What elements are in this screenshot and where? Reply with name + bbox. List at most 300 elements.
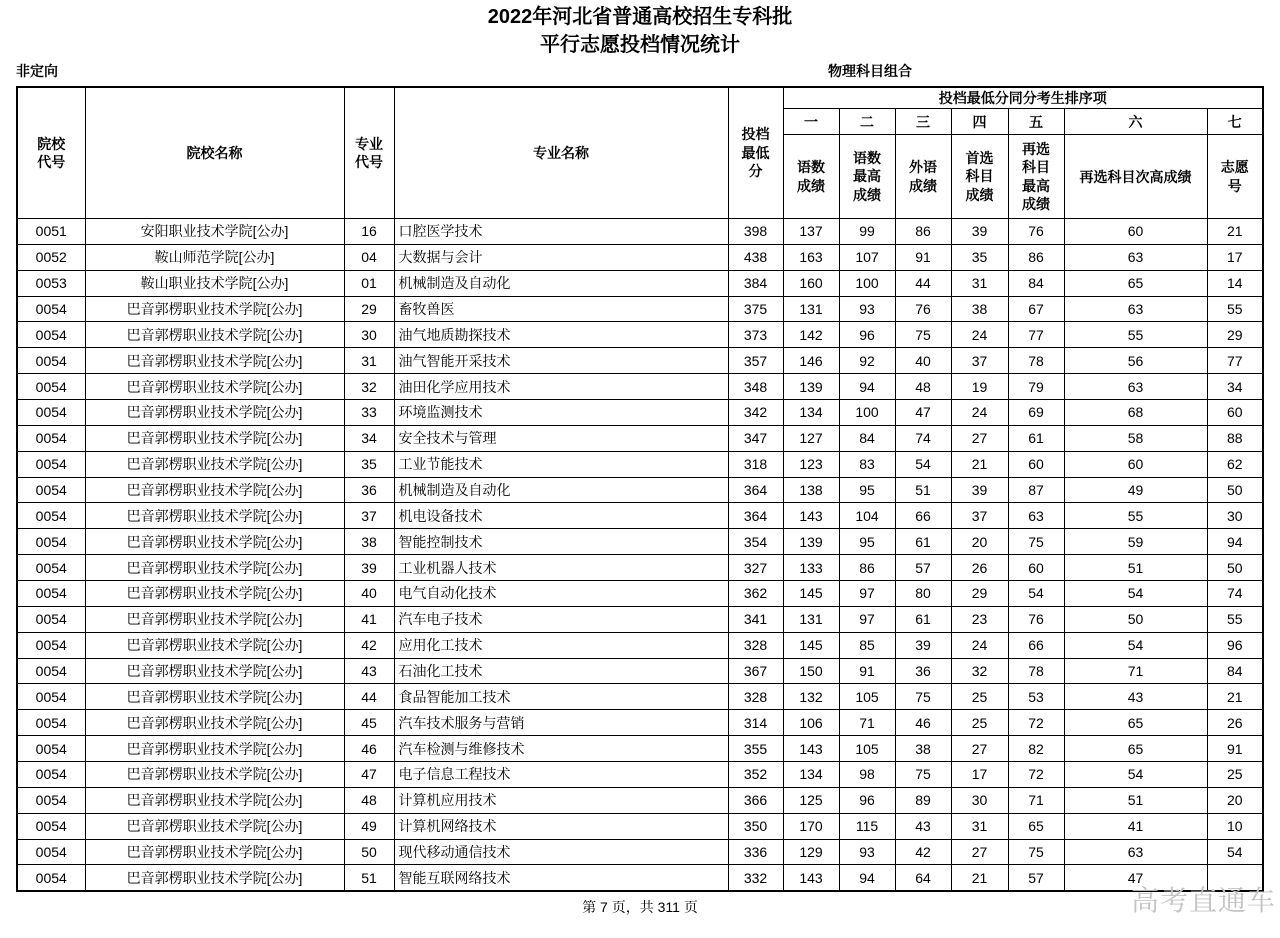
- volunteer-no-cell: 62: [1207, 451, 1263, 477]
- score-4-cell: 25: [951, 684, 1008, 710]
- college-code-cell: 0054: [17, 736, 85, 762]
- volunteer-no-cell: 17: [1207, 244, 1263, 270]
- major-code-cell: 46: [344, 736, 394, 762]
- score-5-cell: 76: [1008, 606, 1064, 632]
- score-6-cell: 63: [1064, 374, 1207, 400]
- major-code-cell: 01: [344, 270, 394, 296]
- score-5-cell: 75: [1008, 839, 1064, 865]
- volunteer-no-cell: 50: [1207, 477, 1263, 503]
- min-score-cell: 332: [728, 865, 783, 891]
- page-title: [0, 0, 1280, 59]
- volunteer-no-cell: 55: [1207, 296, 1263, 322]
- table-header: [17, 87, 1263, 219]
- college-name-cell: 巴音郭楞职业技术学院[公办]: [85, 529, 344, 555]
- table-row: [17, 839, 1263, 865]
- college-name-cell: 巴音郭楞职业技术学院[公办]: [85, 658, 344, 684]
- score-4-cell: 24: [951, 322, 1008, 348]
- score-3-cell: 80: [895, 581, 951, 607]
- title-line-1: 2022年河北省普通高校招生专科批: [487, 6, 793, 28]
- volunteer-no-cell: 14: [1207, 270, 1263, 296]
- major-name-cell: 畜牧兽医: [394, 296, 728, 322]
- score-1-cell: 134: [783, 762, 839, 788]
- score-1-cell: 170: [783, 813, 839, 839]
- score-4-cell: 27: [951, 736, 1008, 762]
- score-2-cell: 97: [839, 606, 895, 632]
- score-4-cell: 26: [951, 555, 1008, 581]
- college-name-cell: 巴音郭楞职业技术学院[公办]: [85, 296, 344, 322]
- score-2-cell: 92: [839, 348, 895, 374]
- score-2-cell: 95: [839, 477, 895, 503]
- score-3-cell: 61: [895, 529, 951, 555]
- score-2-cell: 100: [839, 400, 895, 426]
- score-2-cell: 94: [839, 374, 895, 400]
- score-5-cell: 84: [1008, 270, 1064, 296]
- college-code-cell: 0054: [17, 529, 85, 555]
- score-3-cell: 46: [895, 710, 951, 736]
- major-name-cell: 油气地质勘探技术: [394, 322, 728, 348]
- volunteer-no-cell: 34: [1207, 374, 1263, 400]
- volunteer-no-cell: 96: [1207, 632, 1263, 658]
- major-code-cell: 16: [344, 219, 394, 245]
- table-row: [17, 555, 1263, 581]
- college-code-cell: 0052: [17, 244, 85, 270]
- score-4-cell: 23: [951, 606, 1008, 632]
- score-6-cell: 49: [1064, 477, 1207, 503]
- score-2-cell: 97: [839, 581, 895, 607]
- college-code-cell: 0054: [17, 374, 85, 400]
- min-score-cell: 314: [728, 710, 783, 736]
- major-name-cell: 计算机网络技术: [394, 813, 728, 839]
- score-2-cell: 105: [839, 684, 895, 710]
- major-name-cell: 口腔医学技术: [394, 219, 728, 245]
- major-code-cell: 36: [344, 477, 394, 503]
- score-2-cell: 115: [839, 813, 895, 839]
- score-2-cell: 83: [839, 451, 895, 477]
- college-name-cell: 巴音郭楞职业技术学院[公办]: [85, 555, 344, 581]
- major-code-cell: 41: [344, 606, 394, 632]
- major-name-cell: 现代移动通信技术: [394, 839, 728, 865]
- min-score-cell: 366: [728, 787, 783, 813]
- header-tiebreak-num-3: 三: [895, 109, 951, 135]
- score-3-cell: 61: [895, 606, 951, 632]
- college-code-cell: 0054: [17, 839, 85, 865]
- major-code-cell: 34: [344, 425, 394, 451]
- major-code-cell: 40: [344, 581, 394, 607]
- score-4-cell: 37: [951, 348, 1008, 374]
- college-code-cell: 0054: [17, 400, 85, 426]
- header-tiebreak-label-2: 语数最高成绩: [839, 135, 895, 219]
- score-5-cell: 65: [1008, 813, 1064, 839]
- header-college-code: 院校代号: [17, 87, 85, 219]
- score-1-cell: 123: [783, 451, 839, 477]
- major-name-cell: 机械制造及自动化: [394, 270, 728, 296]
- major-name-cell: 工业机器人技术: [394, 555, 728, 581]
- volunteer-no-cell: 91: [1207, 736, 1263, 762]
- score-4-cell: 32: [951, 658, 1008, 684]
- min-score-cell: 352: [728, 762, 783, 788]
- table-row: [17, 813, 1263, 839]
- header-major-name: 专业名称: [394, 87, 728, 219]
- min-score-cell: 364: [728, 477, 783, 503]
- score-4-cell: 24: [951, 400, 1008, 426]
- college-code-cell: 0054: [17, 606, 85, 632]
- header-tiebreak-num-1: 一: [783, 109, 839, 135]
- score-6-cell: 60: [1064, 451, 1207, 477]
- min-score-cell: 362: [728, 581, 783, 607]
- college-code-cell: 0054: [17, 296, 85, 322]
- score-1-cell: 125: [783, 787, 839, 813]
- volunteer-no-cell: 29: [1207, 322, 1263, 348]
- header-tiebreak-num-7: 七: [1207, 109, 1263, 135]
- major-name-cell: 机械制造及自动化: [394, 477, 728, 503]
- table-row: [17, 684, 1263, 710]
- college-code-cell: 0054: [17, 451, 85, 477]
- min-score-cell: 318: [728, 451, 783, 477]
- score-6-cell: 51: [1064, 555, 1207, 581]
- major-code-cell: 37: [344, 503, 394, 529]
- score-3-cell: 75: [895, 762, 951, 788]
- score-5-cell: 72: [1008, 710, 1064, 736]
- min-score-cell: 373: [728, 322, 783, 348]
- score-3-cell: 66: [895, 503, 951, 529]
- major-name-cell: 机电设备技术: [394, 503, 728, 529]
- score-5-cell: 60: [1008, 451, 1064, 477]
- college-name-cell: 巴音郭楞职业技术学院[公办]: [85, 762, 344, 788]
- major-code-cell: 45: [344, 710, 394, 736]
- volunteer-no-cell: 50: [1207, 555, 1263, 581]
- score-6-cell: 71: [1064, 658, 1207, 684]
- header-tiebreak-label-7: 志愿号: [1207, 135, 1263, 219]
- volunteer-no-cell: 84: [1207, 658, 1263, 684]
- score-3-cell: 54: [895, 451, 951, 477]
- college-name-cell: 巴音郭楞职业技术学院[公办]: [85, 865, 344, 891]
- college-name-cell: 巴音郭楞职业技术学院[公办]: [85, 451, 344, 477]
- score-5-cell: 61: [1008, 425, 1064, 451]
- college-code-cell: 0054: [17, 787, 85, 813]
- score-6-cell: 51: [1064, 787, 1207, 813]
- score-2-cell: 93: [839, 839, 895, 865]
- min-score-cell: 350: [728, 813, 783, 839]
- college-name-cell: 巴音郭楞职业技术学院[公办]: [85, 581, 344, 607]
- volunteer-no-cell: 77: [1207, 348, 1263, 374]
- admission-table: [16, 86, 1264, 892]
- score-1-cell: 142: [783, 322, 839, 348]
- college-name-cell: 巴音郭楞职业技术学院[公办]: [85, 839, 344, 865]
- major-code-cell: 43: [344, 658, 394, 684]
- table-row: [17, 374, 1263, 400]
- score-4-cell: 38: [951, 296, 1008, 322]
- score-2-cell: 96: [839, 787, 895, 813]
- major-code-cell: 29: [344, 296, 394, 322]
- major-name-cell: 大数据与会计: [394, 244, 728, 270]
- score-4-cell: 21: [951, 865, 1008, 891]
- score-5-cell: 86: [1008, 244, 1064, 270]
- table-row: [17, 762, 1263, 788]
- major-name-cell: 环境监测技术: [394, 400, 728, 426]
- score-2-cell: 95: [839, 529, 895, 555]
- score-6-cell: 68: [1064, 400, 1207, 426]
- college-name-cell: 鞍山职业技术学院[公办]: [85, 270, 344, 296]
- table-body: [17, 219, 1263, 892]
- volunteer-no-cell: 94: [1207, 529, 1263, 555]
- major-name-cell: 汽车技术服务与营销: [394, 710, 728, 736]
- score-6-cell: 65: [1064, 736, 1207, 762]
- college-name-cell: 巴音郭楞职业技术学院[公办]: [85, 374, 344, 400]
- major-code-cell: 04: [344, 244, 394, 270]
- watermark-text: 高考直通车: [1131, 885, 1277, 916]
- volunteer-no-cell: 54: [1207, 839, 1263, 865]
- score-2-cell: 100: [839, 270, 895, 296]
- score-3-cell: 76: [895, 296, 951, 322]
- college-code-cell: 0054: [17, 555, 85, 581]
- score-2-cell: 104: [839, 503, 895, 529]
- score-6-cell: 43: [1064, 684, 1207, 710]
- score-3-cell: 44: [895, 270, 951, 296]
- score-2-cell: 96: [839, 322, 895, 348]
- major-name-cell: 食品智能加工技术: [394, 684, 728, 710]
- score-6-cell: 63: [1064, 839, 1207, 865]
- college-name-cell: 巴音郭楞职业技术学院[公办]: [85, 710, 344, 736]
- score-5-cell: 77: [1008, 322, 1064, 348]
- score-3-cell: 39: [895, 632, 951, 658]
- score-1-cell: 160: [783, 270, 839, 296]
- score-4-cell: 17: [951, 762, 1008, 788]
- score-1-cell: 132: [783, 684, 839, 710]
- header-tiebreak-num-4: 四: [951, 109, 1008, 135]
- college-name-cell: 巴音郭楞职业技术学院[公办]: [85, 477, 344, 503]
- college-name-cell: 巴音郭楞职业技术学院[公办]: [85, 736, 344, 762]
- score-4-cell: 39: [951, 477, 1008, 503]
- header-major-code: 专业代号: [344, 87, 394, 219]
- volunteer-no-cell: 60: [1207, 400, 1263, 426]
- college-code-cell: 0054: [17, 322, 85, 348]
- score-1-cell: 146: [783, 348, 839, 374]
- score-6-cell: 60: [1064, 219, 1207, 245]
- orientation-label: 非定向: [16, 63, 58, 79]
- college-code-cell: 0053: [17, 270, 85, 296]
- score-1-cell: 143: [783, 736, 839, 762]
- header-tiebreak-label-1: 语数成绩: [783, 135, 839, 219]
- volunteer-no-cell: 30: [1207, 503, 1263, 529]
- header-row-group: [17, 87, 1263, 109]
- page-number: 第 7 页，共 311 页: [582, 899, 698, 916]
- table-row: [17, 606, 1263, 632]
- college-name-cell: 巴音郭楞职业技术学院[公办]: [85, 322, 344, 348]
- score-1-cell: 145: [783, 581, 839, 607]
- college-name-cell: 巴音郭楞职业技术学院[公办]: [85, 503, 344, 529]
- college-code-cell: 0054: [17, 813, 85, 839]
- score-5-cell: 87: [1008, 477, 1064, 503]
- major-code-cell: 35: [344, 451, 394, 477]
- score-6-cell: 59: [1064, 529, 1207, 555]
- major-name-cell: 应用化工技术: [394, 632, 728, 658]
- score-1-cell: 133: [783, 555, 839, 581]
- min-score-cell: 328: [728, 632, 783, 658]
- major-name-cell: 电气自动化技术: [394, 581, 728, 607]
- score-4-cell: 27: [951, 425, 1008, 451]
- min-score-cell: 364: [728, 503, 783, 529]
- score-4-cell: 19: [951, 374, 1008, 400]
- major-code-cell: 49: [344, 813, 394, 839]
- score-5-cell: 78: [1008, 348, 1064, 374]
- college-code-cell: 0051: [17, 219, 85, 245]
- score-4-cell: 35: [951, 244, 1008, 270]
- score-1-cell: 131: [783, 296, 839, 322]
- score-5-cell: 53: [1008, 684, 1064, 710]
- score-3-cell: 86: [895, 219, 951, 245]
- table-row: [17, 322, 1263, 348]
- score-4-cell: 31: [951, 270, 1008, 296]
- score-4-cell: 29: [951, 581, 1008, 607]
- header-tiebreak-group: 投档最低分同分考生排序项: [783, 87, 1263, 109]
- score-4-cell: 27: [951, 839, 1008, 865]
- header-tiebreak-label-3: 外语成绩: [895, 135, 951, 219]
- college-name-cell: 巴音郭楞职业技术学院[公办]: [85, 348, 344, 374]
- major-code-cell: 30: [344, 322, 394, 348]
- score-4-cell: 37: [951, 503, 1008, 529]
- score-3-cell: 40: [895, 348, 951, 374]
- table-row: [17, 632, 1263, 658]
- min-score-cell: 357: [728, 348, 783, 374]
- score-5-cell: 76: [1008, 219, 1064, 245]
- min-score-cell: 367: [728, 658, 783, 684]
- min-score-cell: 347: [728, 425, 783, 451]
- min-score-cell: 336: [728, 839, 783, 865]
- college-code-cell: 0054: [17, 581, 85, 607]
- table-row: [17, 219, 1263, 245]
- table-row: [17, 400, 1263, 426]
- score-2-cell: 94: [839, 865, 895, 891]
- subheader-row: [0, 59, 1280, 86]
- major-code-cell: 48: [344, 787, 394, 813]
- score-5-cell: 57: [1008, 865, 1064, 891]
- volunteer-no-cell: 74: [1207, 581, 1263, 607]
- score-3-cell: 51: [895, 477, 951, 503]
- score-5-cell: 67: [1008, 296, 1064, 322]
- score-2-cell: 98: [839, 762, 895, 788]
- score-4-cell: 39: [951, 219, 1008, 245]
- score-6-cell: 65: [1064, 270, 1207, 296]
- college-name-cell: 巴音郭楞职业技术学院[公办]: [85, 632, 344, 658]
- major-name-cell: 汽车电子技术: [394, 606, 728, 632]
- score-6-cell: 63: [1064, 244, 1207, 270]
- college-name-cell: 巴音郭楞职业技术学院[公办]: [85, 425, 344, 451]
- table-row: [17, 710, 1263, 736]
- header-tiebreak-num-2: 二: [839, 109, 895, 135]
- volunteer-no-cell: 25: [1207, 762, 1263, 788]
- score-6-cell: 50: [1064, 606, 1207, 632]
- major-name-cell: 汽车检测与维修技术: [394, 736, 728, 762]
- score-6-cell: 56: [1064, 348, 1207, 374]
- major-code-cell: 50: [344, 839, 394, 865]
- volunteer-no-cell: 55: [1207, 606, 1263, 632]
- score-1-cell: 163: [783, 244, 839, 270]
- college-code-cell: 0054: [17, 658, 85, 684]
- score-2-cell: 107: [839, 244, 895, 270]
- volunteer-no-cell: 21: [1207, 219, 1263, 245]
- score-4-cell: 31: [951, 813, 1008, 839]
- major-name-cell: 石油化工技术: [394, 658, 728, 684]
- table-row: [17, 477, 1263, 503]
- score-5-cell: 66: [1008, 632, 1064, 658]
- table-row: [17, 348, 1263, 374]
- score-1-cell: 137: [783, 219, 839, 245]
- table-row: [17, 529, 1263, 555]
- score-2-cell: 85: [839, 632, 895, 658]
- score-1-cell: 139: [783, 529, 839, 555]
- score-3-cell: 91: [895, 244, 951, 270]
- min-score-cell: 341: [728, 606, 783, 632]
- major-name-cell: 安全技术与管理: [394, 425, 728, 451]
- score-1-cell: 138: [783, 477, 839, 503]
- score-2-cell: 105: [839, 736, 895, 762]
- score-1-cell: 143: [783, 865, 839, 891]
- table-row: [17, 244, 1263, 270]
- score-5-cell: 71: [1008, 787, 1064, 813]
- score-1-cell: 134: [783, 400, 839, 426]
- score-2-cell: 86: [839, 555, 895, 581]
- score-6-cell: 47: [1064, 865, 1207, 891]
- score-5-cell: 78: [1008, 658, 1064, 684]
- score-6-cell: 58: [1064, 425, 1207, 451]
- major-name-cell: 电子信息工程技术: [394, 762, 728, 788]
- score-1-cell: 150: [783, 658, 839, 684]
- table-row: [17, 736, 1263, 762]
- score-5-cell: 75: [1008, 529, 1064, 555]
- min-score-cell: 355: [728, 736, 783, 762]
- major-code-cell: 32: [344, 374, 394, 400]
- score-3-cell: 75: [895, 322, 951, 348]
- college-name-cell: 巴音郭楞职业技术学院[公办]: [85, 606, 344, 632]
- major-name-cell: 油气智能开采技术: [394, 348, 728, 374]
- major-code-cell: 31: [344, 348, 394, 374]
- table-row: [17, 451, 1263, 477]
- score-1-cell: 131: [783, 606, 839, 632]
- score-3-cell: 47: [895, 400, 951, 426]
- table-row: [17, 581, 1263, 607]
- major-name-cell: 计算机应用技术: [394, 787, 728, 813]
- score-1-cell: 143: [783, 503, 839, 529]
- header-tiebreak-label-6: 再选科目次高成绩: [1064, 135, 1207, 219]
- volunteer-no-cell: 26: [1207, 710, 1263, 736]
- min-score-cell: 438: [728, 244, 783, 270]
- score-4-cell: 20: [951, 529, 1008, 555]
- score-6-cell: 55: [1064, 322, 1207, 348]
- table-row: [17, 787, 1263, 813]
- table-row: [17, 503, 1263, 529]
- major-code-cell: 39: [344, 555, 394, 581]
- score-4-cell: 30: [951, 787, 1008, 813]
- table-row: [17, 425, 1263, 451]
- major-code-cell: 47: [344, 762, 394, 788]
- min-score-cell: 398: [728, 219, 783, 245]
- score-4-cell: 24: [951, 632, 1008, 658]
- score-6-cell: 41: [1064, 813, 1207, 839]
- score-2-cell: 84: [839, 425, 895, 451]
- score-6-cell: 54: [1064, 581, 1207, 607]
- score-2-cell: 71: [839, 710, 895, 736]
- title-line-2: 平行志愿投档情况统计: [540, 34, 740, 56]
- score-1-cell: 129: [783, 839, 839, 865]
- score-5-cell: 82: [1008, 736, 1064, 762]
- score-2-cell: 91: [839, 658, 895, 684]
- score-3-cell: 64: [895, 865, 951, 891]
- subject-group-label: 物理科目组合: [828, 63, 912, 79]
- major-code-cell: 44: [344, 684, 394, 710]
- score-5-cell: 60: [1008, 555, 1064, 581]
- header-tiebreak-label-4: 首选科目成绩: [951, 135, 1008, 219]
- min-score-cell: 348: [728, 374, 783, 400]
